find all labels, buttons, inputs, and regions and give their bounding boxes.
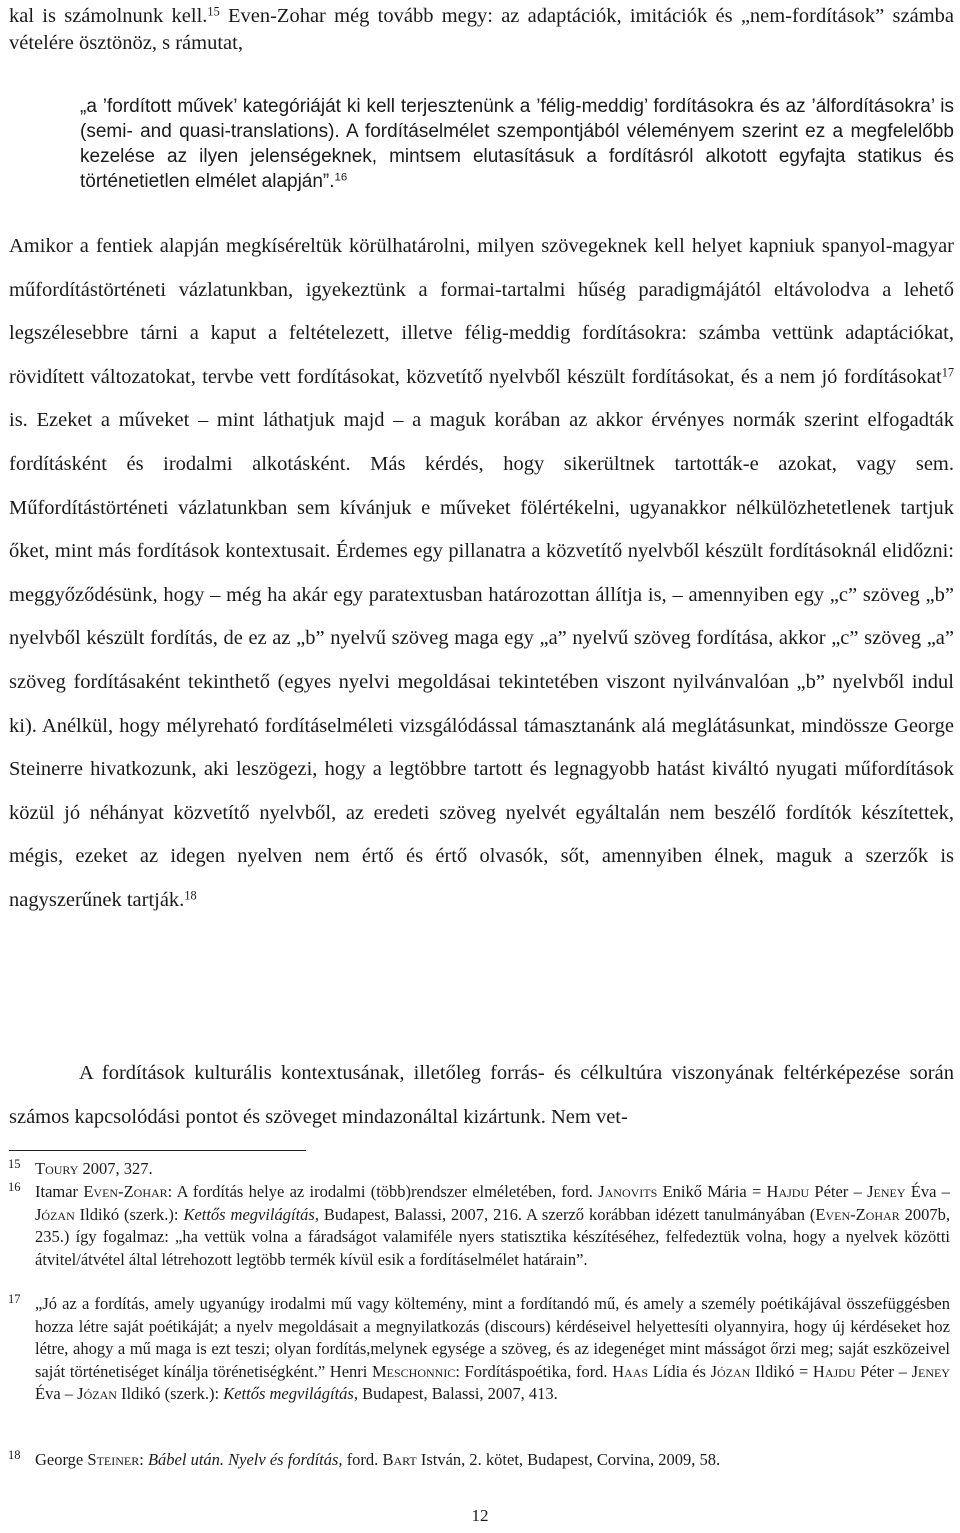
- footnote-number: 15: [8, 1157, 21, 1171]
- footnote-text: George: [35, 1450, 88, 1469]
- footnote-text: Éva –: [905, 1182, 951, 1201]
- footnote-text: Ildikó (szerk.):: [74, 1204, 184, 1224]
- author-name: Meschonnic: [371, 1361, 456, 1381]
- footnote-ref-15[interactable]: 15: [207, 4, 220, 19]
- author-name: Józan: [35, 1204, 75, 1224]
- footnote-text: 2007b, 235.) így fogalmaz: „ha vettük volna a fáradságot valamiféle nyers statisztika készítéséhez, felfedeztük volna, hogy a nyelvek közötti átvitel/átvétel által létrehozott legtöbb termék kívül esik a fordításelmélet határain”.: [35, 1204, 950, 1269]
- footnote-17: [9, 1293, 950, 1406]
- footnote-text: : Fordításpoétika, ford.: [455, 1361, 613, 1381]
- footnote-text: 2007, 327.: [78, 1159, 153, 1178]
- footnote-16: [9, 1181, 950, 1271]
- author-name: Józan: [77, 1384, 117, 1404]
- book-title: Kettős megvilágítás: [183, 1204, 315, 1224]
- footnote-text: Péter –: [855, 1361, 912, 1381]
- book-title: Bábel után. Nyelv és fordítás,: [147, 1450, 343, 1469]
- body-paragraph: [9, 225, 954, 923]
- author-name: Jeney: [911, 1361, 950, 1381]
- footnote-text: Ildikó =: [750, 1361, 813, 1381]
- author-name: Józan: [710, 1361, 751, 1381]
- footnote-number: 18: [8, 1448, 21, 1462]
- footnote-text: István, 2. kötet, Budapest, Corvina, 2009, 58.: [416, 1450, 721, 1469]
- author-name: Hajdu: [766, 1182, 810, 1201]
- footnote-18: [9, 1449, 950, 1472]
- footnote-number: 16: [8, 1180, 21, 1194]
- footnote-text: Lídia és: [648, 1361, 711, 1381]
- author-name: Steiner: [87, 1450, 140, 1469]
- footnote-text: , Budapest, Balassi, 2007, 216. A szerző korábban idézett tanulmányában (: [314, 1204, 816, 1224]
- footnote-text: Éva –: [35, 1384, 78, 1404]
- footnote-text: Ildikó (szerk.):: [116, 1384, 224, 1404]
- footnote-ref-17[interactable]: 17: [941, 365, 954, 380]
- author-name: Hajdu: [812, 1361, 856, 1381]
- block-quote-text: „a ’fordított művek’ kategóriáját ki kell terjesztenünk a ’félig-meddig’ fordításokra és az ’álfordításokra’ is (semi- and quasi-translations). A fordításelmélet szempontjából véleményem szerint ez a megfelelőbb kezelése az ilyen jelenségeknek, mintsem elutasításuk a fordításról alkotott egyfajta statikus és történetietlen elmélet alapján”.: [80, 96, 954, 192]
- block-quote: [80, 94, 954, 194]
- footnote-text: : A fordítás helye az irodalmi (több)rendszer elméletében, ford.: [167, 1182, 599, 1201]
- author-name: Janovits: [598, 1182, 658, 1201]
- author-name: Haas: [612, 1361, 649, 1381]
- footnote-text: ford.: [342, 1450, 383, 1469]
- author-name: Even-Zohar: [815, 1204, 900, 1224]
- footnote-number: 17: [8, 1292, 21, 1306]
- footnote-text: „Jó az a fordítás, amely ugyanúgy irodalmi mű vagy költemény, mint a fordítandó mű, és amely a személy poétikájával összefüggésben hozza létre saját poétikáját; a nyelv megoldásait a megnyilatkozás (discours) kérdéseivel helyettesíti olyannyira, hogy új kérdéseket hoz létre, ahogy a mű maga is ezt teszi; olyan fordítás,melynek egysége a szöveg, és az idegenéget mint másságot őrzi meg; saját eszközeivel saját történetiséget kínálja törénetiségként.” Henri: [35, 1294, 950, 1381]
- footnote-ref-16[interactable]: 16: [334, 171, 348, 184]
- author-name: Even-Zohar: [83, 1182, 168, 1201]
- book-title: Kettős megvilágítás: [223, 1384, 354, 1404]
- body-text-b: is. Ezeket a műveket – mint láthatjuk majd – a maguk korában az akkor érvényes normák szerint elfogadták fordításként és irodalmi alkotásként. Más kérdés, hogy sikerültnek tartották-e azokat, vagy sem. Műfordítástörténeti vázlatunkban sem kívánjuk e műveket fölértékelni, ugyanakkor nélkülözhetetlenek tartjuk őket, mint más fordítások kontextusait. Érdemes egy pillanatra a közvetítő nyelvből készült fordításoknál elidőzni: meggyőződésünk, hogy – még ha akár egy paratextusban határozottan állítja is, – amennyiben egy „c” szöveg „b” nyelvből készült fordítás, de ez az „b” nyelvű szöveg maga egy „a” nyelvű szöveg fordítása, akkor „c” szöveg „a” szöveg fordításaként tekinthető (egyes nyelvi megoldásai tekintetében viszont nyilvánvalóan „b” nyelvből indul ki). Anélkül, hogy mélyreható fordításelméleti vizsgálódással támasztanánk alá meglátásunkat, mindössze George Steinerre hivatkozunk, aki leszögezi, hogy a legtöbbre tartott és legnagyobb hatást kiváltó nyugati műfordítások közül jó néhányat közvetítő nyelvből, az eredeti szöveg nyelvét egyáltalán nem beszélő fordítók készítettek, mégis, ezeket az idegen nyelven nem értő és értő olvasók, sőt, amennyiben élnek, maguk a szerzők is nagyszerűnek tartják.: [9, 409, 954, 911]
- author-name: Jeney: [867, 1182, 906, 1201]
- footnote-15: [9, 1158, 950, 1181]
- opening-text-a: kal is számolnunk kell.: [9, 5, 208, 27]
- author-name: Toury: [35, 1159, 79, 1178]
- second-paragraph: [9, 1052, 954, 1139]
- opening-text-b: Even-Zohar még tovább megy: az adaptációk, imitációk és „nem-fordítások” számba vételére ösztönöz, s rámutat,: [9, 5, 955, 54]
- second-paragraph-text: A fordítások kulturális kontextusának, illetőleg forrás- és célkultúra viszonyának feltérképezése során számos kapcsolódási pontot és szöveget mindazonáltal kizártunk. Nem vet-: [9, 1062, 954, 1128]
- footnote-text: Itamar: [35, 1182, 84, 1201]
- footnote-text: :: [139, 1450, 148, 1469]
- footnote-ref-18[interactable]: 18: [184, 888, 197, 903]
- footnote-text: Péter –: [809, 1182, 868, 1201]
- author-name: Bart: [382, 1450, 417, 1469]
- footnote-separator: [9, 1150, 306, 1151]
- footnote-text: Enikő Mária =: [657, 1182, 767, 1201]
- body-text-a: Amikor a fentiek alapján megkíséreltük körülhatárolni, milyen szövegeknek kell helyet kapniuk spanyol-magyar műfordítástörténeti vázlatunkban, igyekeztünk a formai-tartalmi hűség paradigmájától eltávolodva a lehető legszélesebbre tárni a kaput a feltételezett, illetve félig-meddig fordításokra: számba vettünk adaptációkat, rövidített változatokat, tervbe vett fordításokat, közvetítő nyelvből készült fordításokat, és a nem jó fordításokat: [9, 235, 954, 388]
- page-number: 12: [471, 1506, 489, 1525]
- footnote-text: , Budapest, Balassi, 2007, 413.: [353, 1384, 558, 1404]
- opening-paragraph: [9, 3, 954, 57]
